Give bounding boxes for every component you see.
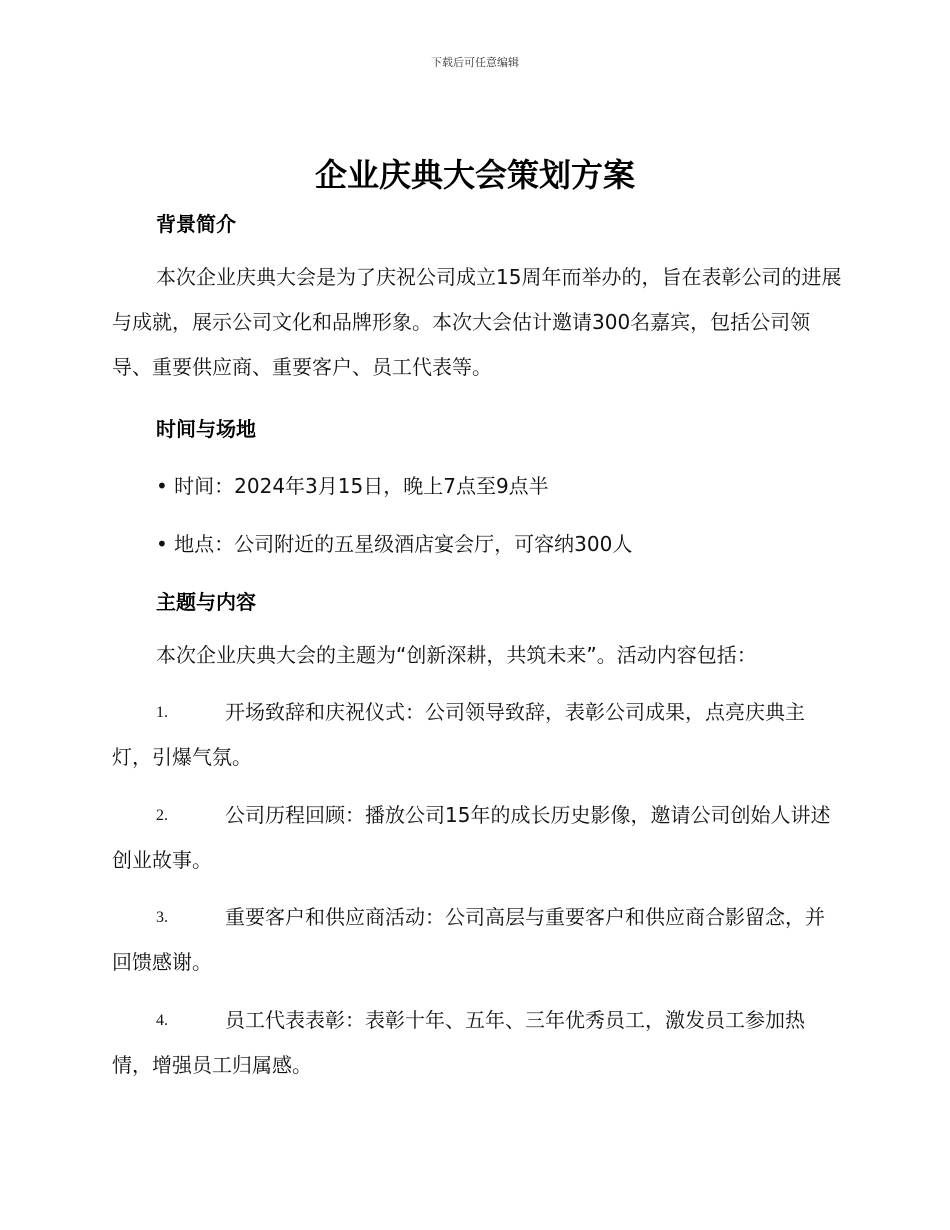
theme-intro-paragraph: 本次企业庆典大会的主题为“创新深耕，共筑未来”。活动内容包括： xyxy=(156,643,757,667)
list-item xyxy=(112,793,842,883)
document-title: 企业庆典大会策划方案 xyxy=(314,156,635,194)
bullet-venue: • 地点：公司附近的五星级酒店宴会厅，可容纳300人 xyxy=(156,532,633,556)
section-heading-background: 背景简介 xyxy=(156,212,236,236)
list-item xyxy=(112,895,842,985)
page-header-note: 下载后可任意编辑 xyxy=(431,56,519,69)
list-item-text: 员工代表表彰：表彰十年、五年、三年优秀员工，激发员工参加热情，增强员工归属感。 xyxy=(112,1008,805,1077)
list-item-text: 开场致辞和庆祝仪式：公司领导致辞，表彰公司成果，点亮庆典主灯，引爆气氛。 xyxy=(112,700,805,769)
list-item xyxy=(112,690,842,780)
section-heading-theme-content: 主题与内容 xyxy=(156,590,256,614)
list-item-number: 4. xyxy=(156,1012,168,1029)
bullet-time: • 时间：2024年3月15日，晚上7点至9点半 xyxy=(156,474,549,498)
list-item-number: 3. xyxy=(156,909,168,926)
background-paragraph: 本次企业庆典大会是为了庆祝公司成立15周年而举办的，旨在表彰公司的进展与成就，展示公司文化和品牌形象。本次大会估计邀请300名嘉宾，包括公司领导、重要供应商、重要客户、员工代表等。 xyxy=(112,265,842,379)
list-item-text: 公司历程回顾：播放公司15年的成长历史影像，邀请公司创始人讲述创业故事。 xyxy=(112,803,831,872)
list-item-number: 1. xyxy=(156,704,168,721)
section-heading-time-venue: 时间与场地 xyxy=(156,417,256,441)
list-item-number: 2. xyxy=(156,807,168,824)
list-item xyxy=(112,998,842,1088)
list-item-text: 重要客户和供应商活动：公司高层与重要客户和供应商合影留念，并回馈感谢。 xyxy=(112,905,825,974)
